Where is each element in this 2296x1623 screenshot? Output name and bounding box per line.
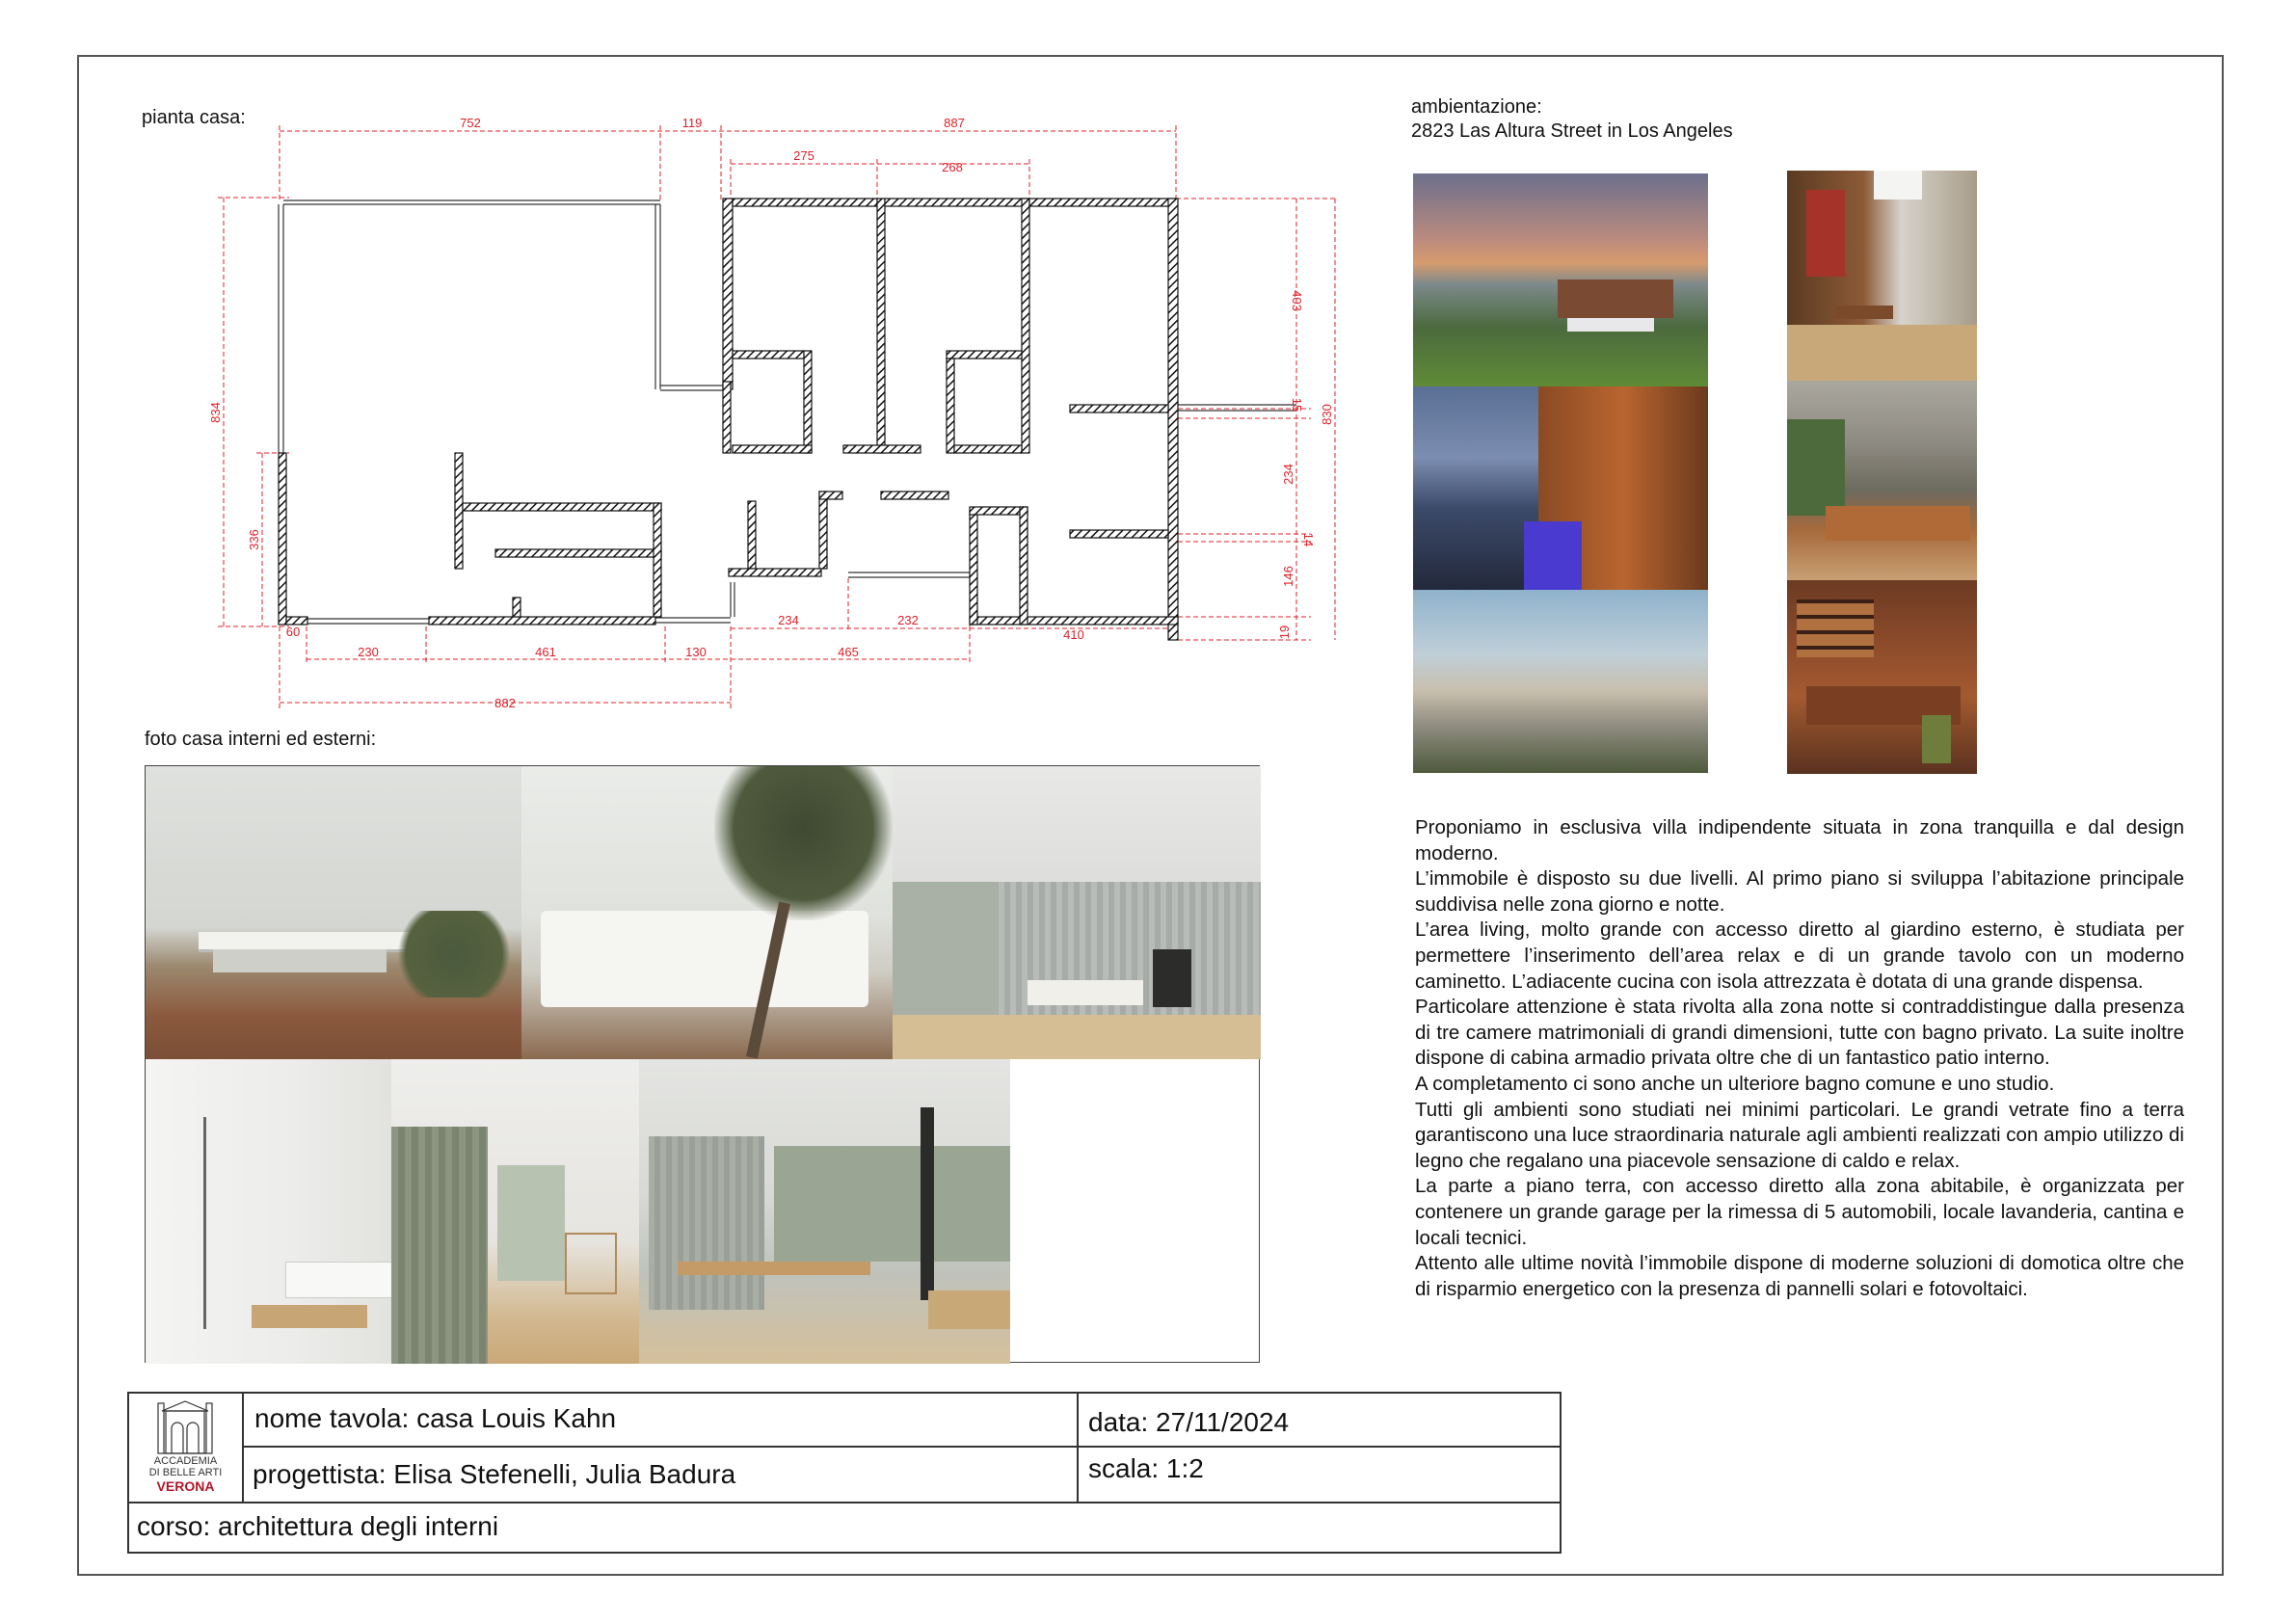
dim-right-2: 15	[1290, 397, 1304, 412]
floor-plan	[0, 0, 1349, 732]
exterior-photo-1	[146, 766, 521, 1059]
description-paragraph: Tutti gli ambienti sono studiati nei minimi particolari. Le grandi vetrate fino a terra garantiscono una luce straordinaria naturale agli ambienti realizzati con ampio utilizzo di legno che regalano una piacevole sensazione di caldo e relax.	[1415, 1098, 2184, 1172]
title-block	[127, 1392, 1562, 1554]
description-paragraph: L’area living, molto grande con accesso diretto al giardino esterno, è studiata per permettere l’inserimento dell’area relax e di un grande tavolo con un moderno caminetto. L’adiacente cucina con isola attrezzata è dotata di una grande dispensa.	[1415, 918, 2184, 993]
dim-bottom-3: 461	[535, 645, 556, 659]
dim-right-total: 830	[1320, 404, 1334, 425]
dim-right-3: 234	[1281, 464, 1295, 485]
dim-top-inner-2: 268	[942, 160, 963, 174]
dim-bottom-4: 130	[685, 645, 707, 659]
designers: progettista: Elisa Stefenelli, Julia Badura	[253, 1459, 736, 1489]
description-paragraph: Attento alle ultime novità l’immobile dispone di moderne soluzioni di domotica oltre che di risparmio energetico con la presenza di pannelli solari e fotovoltaici.	[1415, 1252, 2184, 1300]
description-paragraph: A completamento ci sono anche un ulteriore bagno comune e uno studio.	[1415, 1072, 2055, 1095]
photo-grid	[145, 765, 1260, 1363]
kitchen-photo	[1787, 580, 1977, 774]
exterior-photo-2	[521, 766, 893, 1059]
dim-left-2: 336	[247, 529, 261, 550]
sheet-name: nome tavola: casa Louis Kahn	[254, 1403, 617, 1433]
dim-right-5: 146	[1281, 566, 1295, 587]
logo-line-3: VERONA	[156, 1478, 215, 1494]
logo-line-2: DI BELLE ARTI	[148, 1467, 223, 1478]
bathroom-photo	[146, 1059, 391, 1364]
bedroom-photo	[391, 1059, 639, 1364]
dim-top-inner-1: 275	[793, 148, 814, 163]
dim-right-4: 14	[1301, 532, 1316, 547]
description-paragraph: Particolare attenzione è stata rivolta alla zona notte si contraddistingue dalla presenza di tre camere matrimoniali di grandi dimensioni, tutte con bagno privato. La suite inoltre dispone di cabina armadio privata oltre che di un fantastico patio interno.	[1415, 996, 2184, 1070]
dim-right-6: 19	[1277, 625, 1292, 640]
dim-left-1: 834	[208, 402, 223, 423]
academy-logo	[129, 1394, 242, 1502]
academy-building-icon	[129, 1394, 242, 1461]
dim-bottom-1: 60	[285, 625, 301, 639]
description-paragraph: La parte a piano terra, con accesso diretto alla zona abitabile, è organizzata per contenere un grande garage per la rimessa di 5 automobili, locale lavanderia, cantina e locali tecnici.	[1415, 1175, 2184, 1249]
photos-label: foto casa interni ed esterni:	[145, 729, 377, 750]
entrance-photo	[1787, 171, 1977, 381]
living-room-photo	[893, 766, 1261, 1059]
dim-top-2: 119	[681, 116, 703, 130]
la-villa-sunset-photo	[1413, 173, 1708, 386]
ambient-label: ambientazione:	[1411, 96, 1542, 118]
dim-bottom-total: 882	[494, 696, 516, 710]
sheet-date: data: 27/11/2024	[1088, 1407, 1290, 1437]
sheet-scale: scala: 1:2	[1088, 1453, 1204, 1483]
interior-living-photo	[1787, 381, 1977, 580]
dim-bottom-5: 465	[838, 645, 859, 659]
logo-line-1: ACCADEMIA	[153, 1455, 218, 1467]
plan-label: pianta casa:	[142, 107, 246, 128]
dim-right-1: 403	[1290, 290, 1304, 311]
dim-bottom-7: 232	[897, 613, 919, 627]
property-description	[1415, 815, 2184, 1302]
description-paragraph: L’immobile è disposto su due livelli. Al primo piano si sviluppa l’abitazione principale suddivisa nelle zona giorno e notte.	[1415, 867, 2184, 916]
dining-photo	[639, 1059, 1010, 1364]
dim-bottom-8: 410	[1063, 627, 1084, 642]
dim-bottom-6: 234	[778, 613, 799, 627]
course-name: corso: architettura degli interni	[137, 1511, 499, 1541]
walls	[279, 199, 1178, 640]
ambient-address: 2823 Las Altura Street in Los Angeles	[1411, 120, 1733, 142]
dim-top-3: 887	[944, 116, 965, 130]
dim-top-1: 752	[460, 116, 481, 130]
description-paragraph: Proponiamo in esclusiva villa indipendente situata in zona tranquilla e dal design moderno.	[1415, 816, 2184, 865]
la-terrace-night-photo	[1413, 386, 1708, 590]
la-city-view-photo	[1413, 590, 1708, 773]
dim-bottom-2: 230	[358, 645, 379, 659]
